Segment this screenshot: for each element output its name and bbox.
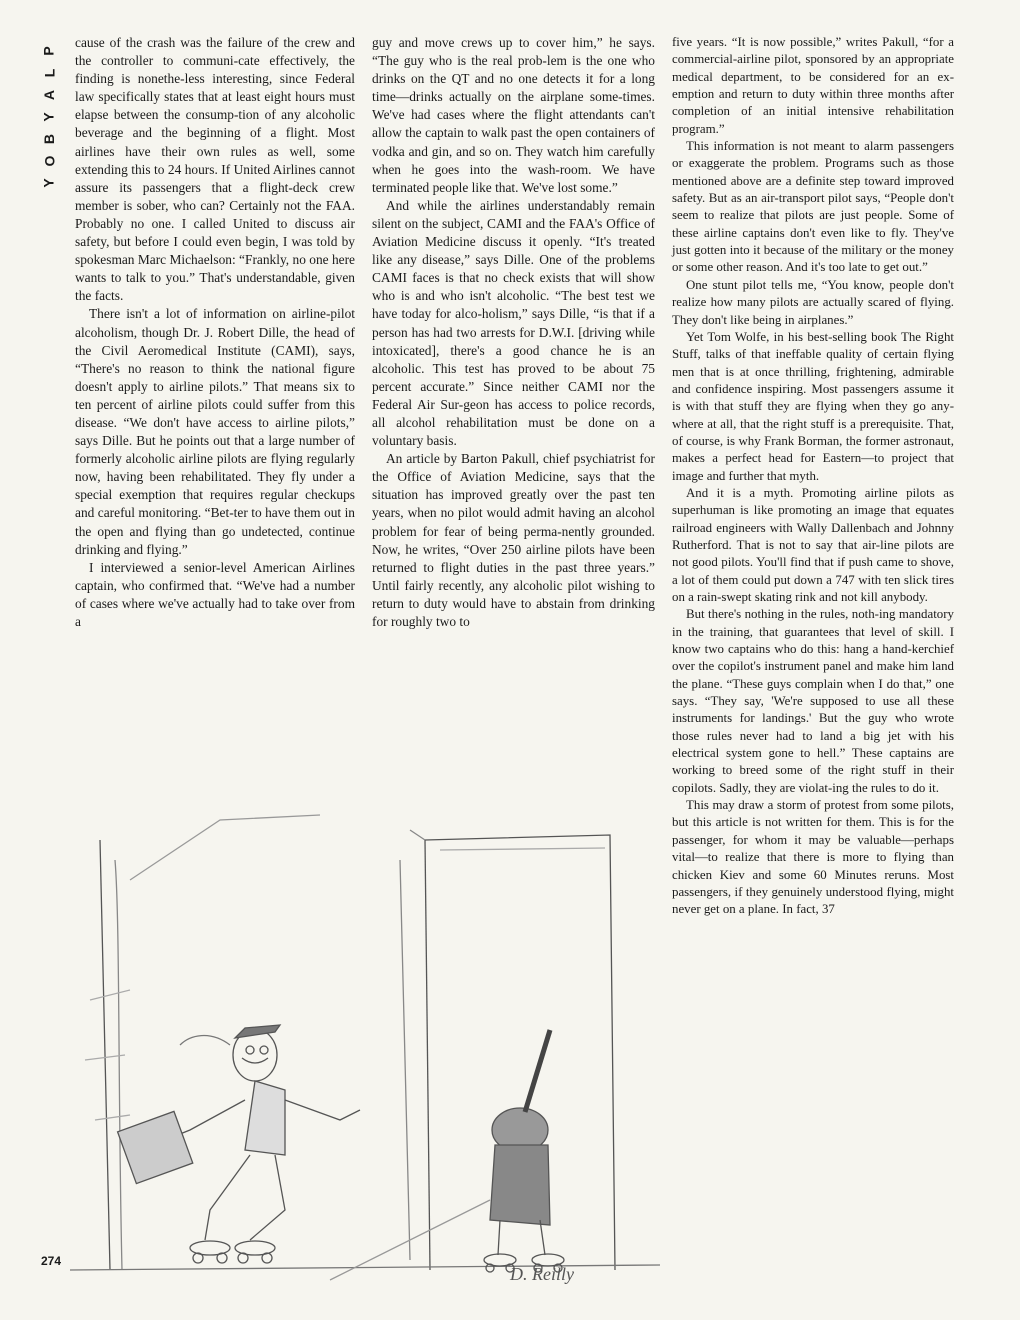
column-1: [75, 34, 355, 631]
paragraph: five years. “It is now possible,” writes Pakull, “for a commercial-airline pilot, sponsored by an appropriate medical department, to be considered for an ex-emption and return to duty within three months after completion of an initial intensive rehabilitation program.”: [672, 35, 954, 136]
masthead: [36, 40, 62, 194]
column-2: [372, 34, 655, 631]
paragraph: I interviewed a senior-level American Airlines captain, who confirmed that. “We've had a number of cases where we've actually had to take over from a: [75, 559, 355, 629]
paragraph: Yet Tom Wolfe, in his best-selling book The Right Stuff, talks of that ineffable quality of certain flying men that is at once thrilling, frightening, admirable and confidence inspiring. Most passengers assume it is with that stuff they are flying when they go any-where at all, that the right stuff is a prerequisite. That, of course, is why Frank Borman, the former astronaut, makes a perfect head for Eastern—to project that image and further that myth.: [672, 329, 954, 483]
paragraph: An article by Barton Pakull, chief psychiatrist for the Office of Aviation Medicine, says that the situation has improved greatly over the past ten years, when no pilot would admit having an alcohol problem for fear of being perma-nently grounded. Now, he writes, “Over 250 airline pilots have been returned to flight duties in the past three years.” Until fairly recently, any alcoholic pilot wishing to return to duty would have to abstain from drinking for roughly two to: [372, 451, 655, 629]
masthead-letter: O: [40, 155, 57, 167]
paragraph: cause of the crash was the failure of the crew and the controller to communi-cate effectively, the finding is nonethe-less interesting, since Federal law specifically states that at least eight hours must elapse between the consump-tion of any alcoholic beverage and the beginning of a flight. Most airlines have their own rules as well, some extending this to 24 hours. If United Airlines cannot assure its passengers that a flight-deck crew member is sober, who can? Certainly not the FAA. Probably no one. I called United to discuss air safety, but before I could even begin, I was told by spokesman Marc Michaelson: “Frankly, no one here wants to talk to you.” That's understandable, given the facts.: [75, 35, 355, 304]
paragraph: This may draw a storm of protest from some pilots, but this article is not written for them. This is for the passenger, for whom it may be valuable—perhaps vital—to realize that there is more to flying than chicken Kiev and some 60 Minutes reruns. Most passengers, if they genuinely understood flying, might never get on a plane. In fact, 37: [672, 798, 954, 917]
paragraph: There isn't a lot of information on airline-pilot alcoholism, though Dr. J. Robert Dille, the head of the Civil Aeromedical Institute (CAMI), says, “There's no reason to think the national figure doesn't apply to airline pilots.” That means six to ten percent of airline pilots could suffer from this disease. “We don't have access to airline pilots,” says Dille. But he points out that a large number of formerly alcoholic airline pilots are flying regularly now, having been rehabilitated. They fly under a special exemption that requires regular checkups and careful monitoring. “Bet-ter to have them out in the open and flying than go undetected, continue drinking and flying.”: [75, 306, 355, 557]
cartoon-drawing: [70, 800, 660, 1290]
cartoon-signature: D. Reilly: [510, 1264, 574, 1284]
masthead-letter: B: [41, 133, 57, 145]
paragraph: And while the airlines understandably remain silent on the subject, CAMI and the FAA's Office of Aviation Medicine discuss it openly. “It's treated like any disease,” says Dille. One of the problems CAMI faces is that no check exists that will show who is and who isn't alcoholic. “The best test we have today for alco-holism,” says Dille, “is that if a person has had two arrests for D.W.I. [driving while intoxicated], there's a good chance he is an alcoholic. This test has proved to be about 75 percent accurate.” Since neither CAMI nor the Federal Air Sur-geon has access to police records, all alcohol rehabilitation must be done on a voluntary basis.: [372, 197, 655, 449]
masthead-letter: P: [41, 46, 57, 56]
page-number: 274: [41, 1254, 62, 1268]
masthead-letter: L: [41, 68, 57, 78]
masthead-letter: Y: [41, 112, 57, 122]
masthead-letter: A: [41, 89, 57, 101]
column-3: [672, 34, 954, 919]
cartoon-illustration: [70, 800, 660, 1290]
paragraph: One stunt pilot tells me, “You know, people don't realize how many pilots are actually scared of flying. They don't like being in airplanes.”: [672, 277, 954, 327]
paragraph: But there's nothing in the rules, noth-ing mandatory in the training, that guarantees that level of skill. I know two captains who do this: hang a hand-kerchief over the copilot's instrument panel and make him land the plane. “These guys complain when I do that,” one says. “They say, 'We're supposed to use all these instruments for landings.' But the guy who wrote those rules never had to land a big jet with his electrical system gone to hell.” These captains are working to breed some of the right stuff in their copilots. Sadly, they are violat-ing the rules to do it.: [672, 607, 954, 795]
masthead-letter: Y: [41, 178, 57, 188]
paragraph: This information is not meant to alarm passengers or exaggerate the problem. Programs such as those mentioned above are a definite step toward improved safety. But as an air-transport pilot says, “People don't seem to realize that pilots are just people. Some of these airline captains don't even like to fly. They've just gotten into it because of the military or the money or some other reason. And it's too late to get out.”: [672, 139, 954, 275]
paragraph: guy and move crews up to cover him,” he says. “The guy who is the real prob-lem is the one who drinks on the QT and no one detects it for a long time—drinks actually on the airplane some-times. We've had cases where the flight attendants can't allow the captain to walk past the open containers of vodka and gin, and so on. They watch him carefully when he goes into the wash-room. We have terminated people like that. We've lost some.”: [372, 35, 655, 195]
paragraph: And it is a myth. Promoting airline pilots as superhuman is like promoting an image that equates railroad engineers with Wally Dallenbach and Johnny Rutherford. That is not to say that air-line pilots are not good pilots. You'll find that if push came to shove, a lot of them could put down a 747 with ten slick tires on a rain-swept skating rink and not kill anybody.: [672, 485, 954, 604]
